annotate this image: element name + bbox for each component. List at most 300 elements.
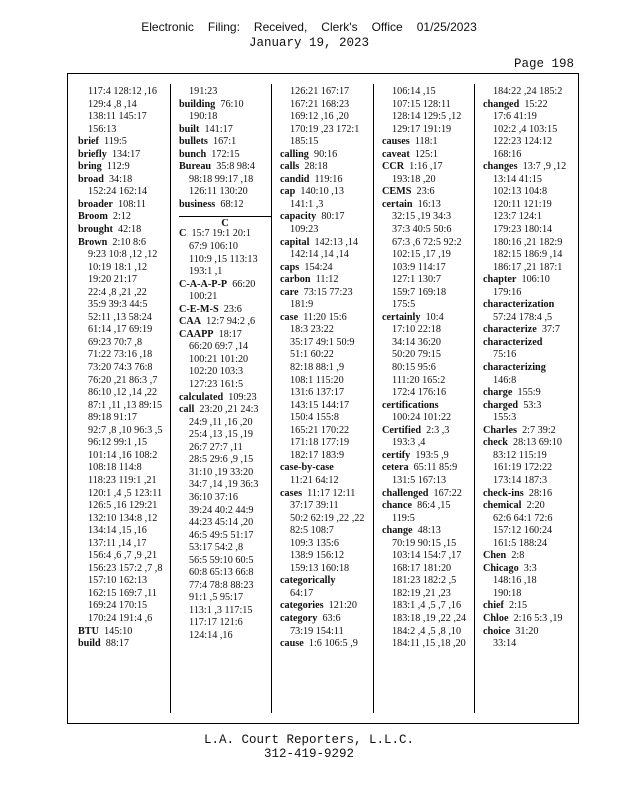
index-continuation	[382, 299, 473, 312]
filing-word-3: Received,	[253, 20, 308, 34]
index-continuation	[78, 262, 168, 275]
filing-word-2: Filing:	[207, 20, 240, 34]
index-continuation	[78, 400, 168, 413]
page-line-refs: 156:13	[88, 123, 117, 135]
page-line-refs: 15:22	[524, 98, 548, 110]
index-continuation	[179, 454, 271, 467]
page-line-refs: 102:20 103:3	[189, 366, 244, 378]
page-line-refs: 2:20	[526, 500, 545, 512]
index-term: brief	[78, 136, 99, 148]
page-line-refs: 190:18	[493, 587, 522, 599]
index-continuation	[280, 550, 372, 563]
page-line-refs: 73:15 77:23	[303, 286, 353, 298]
index-term: certain	[382, 198, 413, 210]
index-term: C-E-M-S	[179, 303, 219, 315]
index-continuation	[483, 638, 579, 651]
index-entry	[382, 199, 473, 212]
index-continuation	[280, 324, 372, 337]
index-entry	[382, 136, 473, 149]
page-line-refs: 100:24 101:22	[392, 412, 452, 424]
index-continuation	[78, 124, 168, 137]
index-continuation	[483, 375, 579, 388]
page-number: Page 198	[513, 57, 574, 71]
index-continuation	[78, 111, 168, 124]
index-continuation	[179, 467, 271, 480]
page-line-refs: 88:17	[105, 638, 129, 650]
index-term: bunch	[179, 148, 207, 160]
page-line-refs: 165:21 170:22	[290, 424, 350, 436]
page-line-refs: 11:17 12:11	[307, 487, 356, 499]
index-continuation	[382, 613, 473, 626]
page-line-refs: 186:17 ,21 187:1	[493, 261, 563, 273]
page-line-refs: 87:1 ,11 ,13 89:15	[88, 399, 163, 411]
page-line-refs: 162:15 169:7 ,11	[88, 587, 157, 599]
index-entry	[179, 392, 271, 405]
page-line-refs: 28:16	[528, 487, 553, 499]
page-line-refs: 108:18 114:8	[88, 462, 142, 474]
index-continuation	[280, 437, 372, 450]
index-entry	[483, 626, 579, 639]
page-line-refs: 23:6	[223, 303, 242, 315]
index-entry	[280, 149, 372, 162]
index-continuation	[280, 387, 372, 400]
index-continuation	[382, 211, 473, 224]
index-term: cap	[280, 186, 296, 198]
page-line-refs: 2:8	[511, 550, 525, 562]
page-line-refs: 157:12 160:24	[493, 525, 553, 537]
index-term: care	[280, 286, 299, 298]
index-continuation	[179, 567, 271, 580]
index-entry	[382, 425, 473, 438]
index-continuation	[483, 136, 579, 149]
page-line-refs: 76:10	[220, 98, 244, 110]
index-entry	[483, 613, 579, 626]
index-continuation	[179, 417, 271, 430]
index-entry	[78, 136, 168, 149]
page-line-refs: 44:23 45:14 ,20	[189, 517, 254, 529]
page-line-refs: 182:15 186:9 ,14	[493, 249, 563, 261]
column-divider	[373, 84, 374, 713]
index-term: characterizing	[483, 362, 546, 374]
index-continuation	[382, 588, 473, 601]
index-entry	[280, 274, 372, 287]
filing-word-5: Office	[371, 20, 403, 34]
index-continuation	[280, 224, 372, 237]
index-continuation	[382, 600, 473, 613]
page-line-refs: 169:24 170:15	[88, 600, 148, 612]
index-continuation	[78, 550, 168, 563]
page-line-refs: 106:14 ,15	[392, 86, 436, 97]
page-line-refs: 2:3 ,3	[426, 424, 450, 436]
index-continuation	[179, 341, 271, 354]
index-continuation	[382, 638, 473, 651]
index-term: broad	[78, 173, 104, 185]
index-continuation	[78, 563, 168, 576]
index-continuation	[179, 186, 271, 199]
index-continuation	[179, 580, 271, 593]
page-line-refs: 148:16 ,18	[493, 575, 537, 587]
index-continuation	[382, 538, 473, 551]
index-continuation	[382, 324, 473, 337]
index-entry	[483, 437, 579, 450]
page-line-refs: 191:23	[189, 86, 218, 97]
index-term: chemical	[483, 500, 522, 512]
page-line-refs: 24:9 ,11 ,16 ,20	[189, 416, 253, 428]
index-continuation	[179, 505, 271, 518]
page-line-refs: 180:16 ,21 182:9	[493, 236, 563, 248]
index-term: Certified	[382, 424, 422, 436]
index-continuation	[382, 249, 473, 262]
index-continuation	[382, 550, 473, 563]
index-continuation	[382, 99, 473, 112]
index-continuation	[280, 299, 372, 312]
page-line-refs: 37:17 39:11	[290, 500, 339, 512]
index-continuation	[382, 124, 473, 137]
page-line-refs: 56:5 59:10 60:5	[189, 554, 254, 566]
page-line-refs: 36:10 37:16	[189, 491, 238, 503]
page-line-refs: 9:23 10:8 ,12 ,12	[88, 249, 158, 261]
page-line-refs: 39:24 40:2 44:9	[189, 504, 254, 516]
index-term: chief	[483, 600, 504, 612]
page-line-refs: 71:22 73:16 ,18	[88, 349, 153, 361]
page-line-refs: 25:4 ,13 ,15 ,19	[189, 429, 253, 441]
page-line-refs: 134:17	[111, 148, 141, 160]
index-continuation	[179, 254, 271, 267]
index-continuation	[179, 630, 271, 643]
page-line-refs: 23:6	[416, 186, 435, 198]
index-continuation	[179, 442, 271, 455]
index-continuation	[483, 538, 579, 551]
index-entry	[280, 237, 372, 250]
page-line-refs: 182:17 183:9	[290, 449, 345, 461]
page-line-refs: 134:14 ,15 ,16	[88, 525, 147, 537]
index-continuation	[483, 224, 579, 237]
index-continuation	[179, 174, 271, 187]
index-continuation	[78, 375, 168, 388]
page-line-refs: 35:9 39:3 44:5	[88, 299, 148, 311]
index-continuation	[78, 613, 168, 626]
page-line-refs: 10:4	[425, 311, 444, 323]
page-line-refs: 109:23	[228, 391, 257, 403]
index-entry	[280, 600, 372, 613]
index-continuation	[280, 563, 372, 576]
index-continuation	[483, 287, 579, 300]
index-entry	[78, 626, 168, 639]
page-line-refs: 46:5 49:5 51:17	[189, 529, 254, 541]
index-entry	[280, 262, 372, 275]
index-entry	[382, 462, 473, 475]
page-line-refs: 62:6 64:1 72:6	[493, 512, 553, 524]
page-line-refs: 110:9 ,15 113:13	[189, 253, 258, 265]
page-line-refs: 32:15 ,19 34:3	[392, 211, 452, 223]
page-line-refs: 140:10 ,13	[300, 186, 344, 198]
transcript-date: January 19, 2023	[248, 36, 370, 50]
index-entry	[483, 600, 579, 613]
index-term: check	[483, 437, 508, 449]
index-continuation	[280, 362, 372, 375]
page-line-refs: 61:14 ,17 69:19	[88, 324, 153, 336]
page-line-refs: 185:15	[290, 136, 319, 148]
page-line-refs: 80:15 95:6	[392, 362, 436, 374]
page-line-refs: 34:18	[108, 173, 133, 185]
page-line-refs: 156:23 157:2 ,7 ,8	[88, 562, 163, 574]
page-line-refs: 12:7 94:2 ,6	[206, 316, 256, 328]
index-continuation	[280, 525, 372, 538]
index-term: causes	[382, 136, 410, 148]
page-line-refs: 131:5 167:13	[392, 474, 447, 486]
page-line-refs: 172:4 176:16	[392, 387, 447, 399]
page-line-refs: 170:19 ,23 172:1	[290, 123, 360, 135]
index-continuation	[483, 199, 579, 212]
page-line-refs: 127:1 130:7	[392, 274, 441, 286]
page-line-refs: 168:17 181:20	[392, 562, 452, 574]
page-line-refs: 35:17 49:1 50:9	[290, 336, 355, 348]
index-continuation	[179, 605, 271, 618]
page-line-refs: 109:23	[290, 224, 319, 236]
index-term: certify	[382, 449, 411, 461]
page-line-refs: 175:5	[392, 299, 416, 311]
index-term: category	[280, 612, 318, 624]
index-entry	[382, 149, 473, 162]
index-term: charged	[483, 399, 519, 411]
index-continuation	[179, 530, 271, 543]
page-line-refs: 26:7 27:7 ,11	[189, 441, 243, 453]
index-continuation	[483, 450, 579, 463]
index-continuation	[78, 425, 168, 438]
page-line-refs: 182:19 ,21 ,23	[392, 587, 451, 599]
page-line-refs: 19:20 21:17	[88, 274, 137, 286]
column-divider	[170, 84, 171, 713]
page-line-refs: 127:23 161:5	[189, 379, 244, 391]
index-term: characterize	[483, 324, 537, 336]
page-line-refs: 53:3	[523, 399, 542, 411]
page-line-refs: 103:9 114:17	[392, 261, 446, 273]
index-continuation	[280, 588, 372, 601]
filing-stamp-line	[0, 20, 618, 34]
page-line-refs: 179:23 180:14	[493, 224, 553, 236]
index-continuation	[280, 400, 372, 413]
page-line-refs: 68:12	[220, 198, 244, 210]
page-line-refs: 121:20	[328, 600, 357, 612]
index-continuation	[382, 362, 473, 375]
index-continuation	[78, 462, 168, 475]
page-line-refs: 11:12	[315, 274, 339, 286]
page-line-refs: 100:21 101:20	[189, 353, 249, 365]
index-continuation	[382, 513, 473, 526]
index-continuation	[280, 199, 372, 212]
index-continuation	[179, 266, 271, 279]
index-term: C	[179, 228, 187, 240]
index-continuation	[78, 450, 168, 463]
index-continuation	[280, 538, 372, 551]
index-entry	[483, 161, 579, 174]
index-continuation	[179, 517, 271, 530]
page-line-refs: 155:9	[517, 387, 541, 399]
index-term: check-ins	[483, 487, 524, 499]
page-line-refs: 168:16	[493, 148, 522, 160]
page-line-refs: 77:4 78:8 88:23	[189, 579, 254, 591]
index-continuation	[280, 513, 372, 526]
index-entry	[382, 525, 473, 538]
page-line-refs: 183:1 ,4 ,5 ,7 ,16	[392, 600, 462, 612]
page-line-refs: 117:17 121:6	[189, 617, 243, 629]
page-line-refs: 83:12 115:19	[493, 449, 547, 461]
index-continuation	[483, 149, 579, 162]
page-line-refs: 141:17	[204, 123, 233, 135]
index-term: broader	[78, 198, 113, 210]
page-line-refs: 18:17	[218, 328, 242, 340]
page-line-refs: 75:16	[493, 349, 517, 361]
index-term: choice	[483, 625, 511, 637]
index-continuation	[382, 224, 473, 237]
page-line-refs: 34:7 ,14 ,19 36:3	[189, 479, 259, 491]
index-continuation	[382, 174, 473, 187]
index-entry	[382, 312, 473, 325]
index-term: caveat	[382, 148, 410, 160]
index-term: categories	[280, 600, 324, 612]
page-line-refs: 82:18 88:1 ,9	[290, 362, 345, 374]
page-line-refs: 120:11 121:19	[493, 198, 552, 210]
index-term: Brown	[78, 236, 108, 248]
index-continuation	[179, 366, 271, 379]
index-continuation	[483, 462, 579, 475]
index-term: charge	[483, 387, 513, 399]
page-line-refs: 2:10 8:6	[112, 236, 147, 248]
index-continuation	[179, 555, 271, 568]
index-term: certifications	[382, 399, 439, 411]
index-term: categorically	[280, 575, 336, 587]
index-entry	[179, 161, 271, 174]
page-line-refs: 184:22 ,24 185:2	[493, 86, 563, 97]
index-continuation	[483, 412, 579, 425]
page-line-refs: 193:1 ,1	[189, 266, 223, 278]
page-line-refs: 102:15 ,17 ,19	[392, 249, 451, 261]
index-continuation	[280, 111, 372, 124]
page-line-refs: 11:20 15:6	[303, 311, 347, 323]
index-continuation	[382, 437, 473, 450]
index-continuation	[483, 513, 579, 526]
index-continuation	[78, 538, 168, 551]
page-line-refs: 2:15	[509, 600, 528, 612]
index-term: building	[179, 98, 216, 110]
page-line-refs: 10:19 18:1 ,12	[88, 261, 148, 273]
index-entry	[78, 149, 168, 162]
index-continuation	[78, 337, 168, 350]
page-line-refs: 89:18 91:17	[88, 412, 137, 424]
index-entry	[483, 299, 579, 312]
page-line-refs: 129:17 191:19	[392, 123, 452, 135]
index-column-2	[179, 86, 271, 643]
index-column-5	[483, 86, 579, 651]
index-continuation	[179, 111, 271, 124]
index-continuation	[483, 575, 579, 588]
page-line-refs: 120:1 ,4 ,5 123:11	[88, 487, 163, 499]
page-line-refs: 103:14 154:7 ,17	[392, 550, 462, 562]
index-continuation	[483, 588, 579, 601]
reporter-phone: 312-419-9292	[263, 747, 354, 761]
index-entry	[483, 400, 579, 413]
index-continuation	[78, 99, 168, 112]
index-continuation	[280, 349, 372, 362]
page-line-refs: 67:9 106:10	[189, 241, 238, 253]
page-line-refs: 70:19 90:15 ,15	[392, 537, 457, 549]
page-line-refs: 184:2 ,4 ,5 ,8 ,10	[392, 625, 462, 637]
index-entry	[280, 186, 372, 199]
page-line-refs: 1:16 ,17	[409, 161, 443, 173]
page-line-refs: 161:5 188:24	[493, 537, 548, 549]
page-line-refs: 167:21 168:23	[290, 98, 350, 110]
index-entry	[179, 329, 271, 342]
page-line-refs: 86:10 ,12 ,14 ,22	[88, 387, 158, 399]
index-continuation	[280, 99, 372, 112]
reporter-name: L.A. Court Reporters, L.L.C.	[203, 733, 415, 747]
index-continuation	[179, 542, 271, 555]
page-line-refs: 98:18 99:17 ,18	[189, 173, 254, 185]
page-line-refs: 157:10 162:13	[88, 575, 148, 587]
page-line-refs: 16:13	[417, 198, 441, 210]
page-line-refs: 73:19 154:11	[290, 625, 344, 637]
page-line-refs: 179:16	[493, 286, 522, 298]
index-term: carbon	[280, 274, 311, 286]
page-line-refs: 42:18	[118, 224, 142, 236]
page-line-refs: 91:1 ,5 95:17	[189, 592, 244, 604]
filing-word-6: 01/25/2023	[416, 20, 477, 34]
page-line-refs: 48:13	[417, 525, 441, 537]
page-line-refs: 50:2 62:19 ,22 ,22	[290, 512, 365, 524]
index-entry	[179, 316, 271, 329]
page-line-refs: 141:1 ,3	[290, 198, 324, 210]
page-line-refs: 35:8 98:4	[216, 161, 255, 173]
index-entry	[179, 279, 271, 292]
index-term: Bureau	[179, 161, 212, 173]
index-term: capacity	[280, 211, 317, 223]
page-line-refs: 108:1 115:20	[290, 374, 344, 386]
index-entry	[179, 199, 271, 212]
index-term: calling	[280, 148, 309, 160]
index-entry	[280, 638, 372, 651]
page-line-refs: 50:20 79:15	[392, 349, 441, 361]
index-term: CAA	[179, 316, 202, 328]
page-line-refs: 119:5	[104, 136, 127, 148]
page-line-refs: 102:2 ,4 103:15	[493, 123, 558, 135]
index-continuation	[382, 237, 473, 250]
index-term: change	[382, 525, 413, 537]
page-line-refs: 100:21	[189, 291, 218, 303]
page-line-refs: 118:23 119:1 ,21	[88, 474, 157, 486]
page-line-refs: 18:3 23:22	[290, 324, 334, 336]
index-entry	[280, 211, 372, 224]
index-term: challenged	[382, 487, 429, 499]
page-line-refs: 102:13 104:8	[493, 186, 548, 198]
page-line-refs: 2:7 39:2	[522, 424, 556, 436]
index-entry	[483, 337, 579, 350]
index-term: characterized	[483, 336, 543, 348]
page-line-refs: 22:4 ,8 ,21 ,22	[88, 286, 147, 298]
page-line-refs: 90:16	[313, 148, 338, 160]
index-entry	[179, 99, 271, 112]
index-continuation	[280, 136, 372, 149]
index-term: cases	[280, 487, 303, 499]
index-continuation	[179, 379, 271, 392]
page-line-refs: 113:1 ,3 117:15	[189, 604, 253, 616]
page-line-refs: 156:4 ,6 ,7 ,9 ,21	[88, 550, 158, 562]
index-entry	[382, 488, 473, 501]
page-line-refs: 161:19 172:22	[493, 462, 553, 474]
page-line-refs: 190:18	[189, 111, 218, 123]
index-entry	[78, 638, 168, 651]
index-continuation	[78, 349, 168, 362]
page-line-refs: 23:20 ,21 24:3	[199, 404, 259, 416]
